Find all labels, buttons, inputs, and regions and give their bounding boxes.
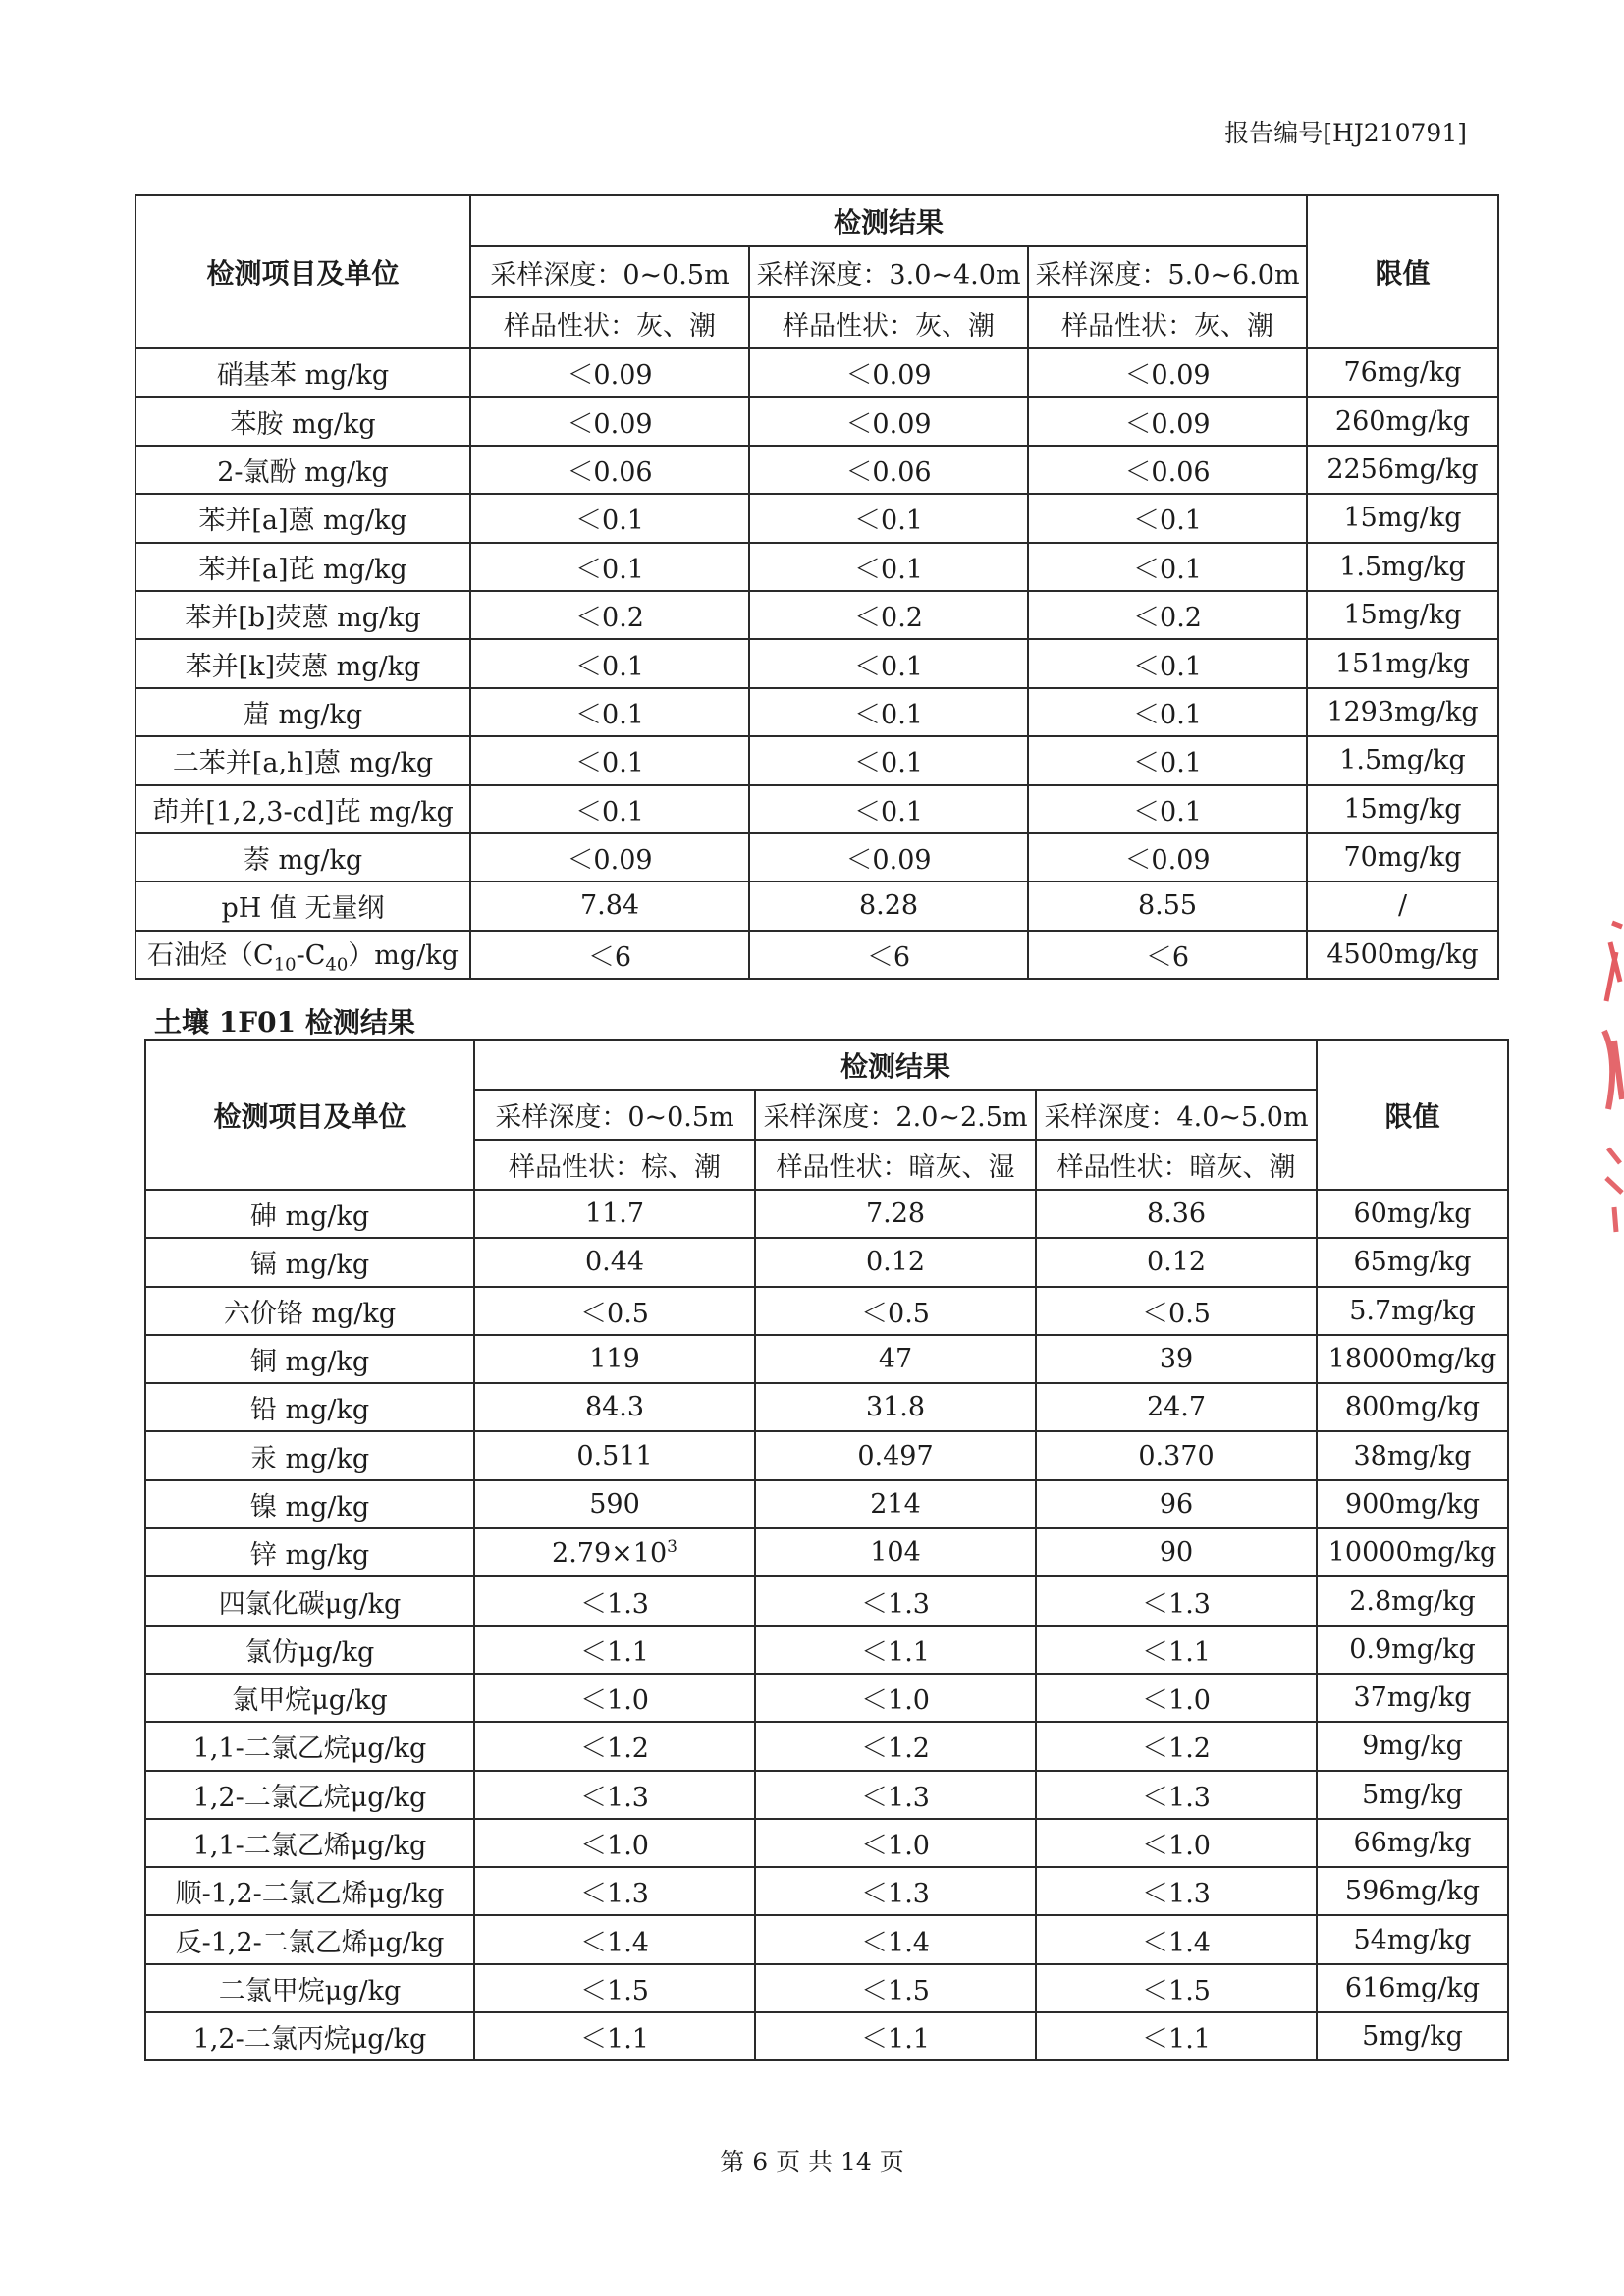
item-cell: 氯甲烷μg/kg <box>145 1674 474 1722</box>
table-2-body-metals <box>145 1190 1508 1528</box>
table-row <box>145 1819 1508 1867</box>
limit-cell: 151mg/kg <box>1307 639 1498 687</box>
value-cell: 8.36 <box>1036 1190 1317 1238</box>
header-sample-state: 样品性状：灰、潮 <box>749 297 1028 348</box>
value-cell: 96 <box>1036 1480 1317 1528</box>
value-cell: ＜0.1 <box>749 639 1028 687</box>
value-cell: ＜1.3 <box>1036 1576 1317 1625</box>
item-cell: 苯并[k]荧蒽 mg/kg <box>135 639 470 687</box>
value-cell: ＜1.2 <box>1036 1722 1317 1770</box>
limit-cell: 10000mg/kg <box>1317 1528 1508 1576</box>
item-cell: 萘 mg/kg <box>135 833 470 881</box>
value-cell: ＜0.09 <box>1028 833 1307 881</box>
table-row <box>145 1480 1508 1528</box>
limit-cell: 5mg/kg <box>1317 1771 1508 1819</box>
value-cell: ＜0.1 <box>1028 639 1307 687</box>
header-depth: 采样深度：3.0~4.0m <box>749 246 1028 297</box>
value-cell: 8.28 <box>749 881 1028 930</box>
header-sample-state: 样品性状：灰、潮 <box>470 297 749 348</box>
value-cell: ＜0.1 <box>470 639 749 687</box>
value-cell: ＜0.09 <box>749 833 1028 881</box>
item-cell: 1,1-二氯乙烯μg/kg <box>145 1819 474 1867</box>
value-cell: 47 <box>755 1335 1036 1383</box>
table-row <box>135 591 1498 639</box>
item-cell: 1,1-二氯乙烷μg/kg <box>145 1722 474 1770</box>
value-cell: ＜0.5 <box>1036 1287 1317 1335</box>
value-cell: 7.28 <box>755 1190 1036 1238</box>
value-cell: ＜1.1 <box>1036 2012 1317 2060</box>
item-cell: 苯并[a]芘 mg/kg <box>135 543 470 591</box>
value-cell: 590 <box>474 1480 755 1528</box>
item-cell: 苯并[b]荧蒽 mg/kg <box>135 591 470 639</box>
table-row <box>145 1576 1508 1625</box>
value-cell: ＜1.3 <box>474 1576 755 1625</box>
value-cell: ＜1.3 <box>1036 1867 1317 1915</box>
item-cell: 铅 mg/kg <box>145 1383 474 1431</box>
value-cell: ＜0.1 <box>1028 736 1307 784</box>
value-cell: ＜1.1 <box>755 1626 1036 1674</box>
item-cell: pH 值 无量纲 <box>135 881 470 930</box>
value-cell: ＜0.1 <box>749 688 1028 736</box>
page-number-footer: 第 6 页 共 14 页 <box>720 2148 904 2176</box>
header-limit: 限值 <box>1307 195 1498 348</box>
value-cell: $2.79\times 10^3$ <box>474 1528 755 1576</box>
header-depth: 采样深度：0~0.5m <box>474 1090 755 1140</box>
value-cell: ＜0.09 <box>1028 348 1307 397</box>
value-cell: ＜1.0 <box>474 1674 755 1722</box>
value-cell: ＜1.2 <box>755 1722 1036 1770</box>
value-cell: ＜1.0 <box>755 1674 1036 1722</box>
table-row <box>145 1674 1508 1722</box>
header-depth: 采样深度：0~0.5m <box>470 246 749 297</box>
limit-cell: 5.7mg/kg <box>1317 1287 1508 1335</box>
limit-cell: 70mg/kg <box>1307 833 1498 881</box>
table-row <box>145 1431 1508 1479</box>
item-cell: 苯胺 mg/kg <box>135 397 470 445</box>
value-cell: ＜0.09 <box>749 348 1028 397</box>
value-cell: 119 <box>474 1335 755 1383</box>
value-cell: ＜0.1 <box>749 543 1028 591</box>
results-table-1 <box>135 194 1497 980</box>
table-row <box>145 1626 1508 1674</box>
value-cell: ＜0.1 <box>1028 688 1307 736</box>
value-cell: ＜0.1 <box>1028 543 1307 591</box>
table-1-body <box>135 348 1498 931</box>
value-cell: ＜1.1 <box>755 2012 1036 2060</box>
value-cell: ＜1.0 <box>1036 1674 1317 1722</box>
value-cell: 0.44 <box>474 1238 755 1286</box>
value-cell: 84.3 <box>474 1383 755 1431</box>
limit-cell: 616mg/kg <box>1317 1964 1508 2012</box>
item-cell: 六价铬 mg/kg <box>145 1287 474 1335</box>
value-cell: ＜1.5 <box>1036 1964 1317 2012</box>
value-cell: ＜1.0 <box>474 1819 755 1867</box>
limit-cell: 60mg/kg <box>1317 1190 1508 1238</box>
value-cell: ＜0.5 <box>474 1287 755 1335</box>
limit-cell: 38mg/kg <box>1317 1431 1508 1479</box>
results-table-1f01 <box>144 1039 1507 2061</box>
table-row <box>135 446 1498 494</box>
value-cell: ＜1.3 <box>755 1576 1036 1625</box>
value-cell: ＜1.3 <box>474 1771 755 1819</box>
header-item-unit: 检测项目及单位 <box>145 1040 474 1190</box>
value-cell: ＜0.2 <box>749 591 1028 639</box>
item-cell: 苯并[a]蒽 mg/kg <box>135 494 470 542</box>
value-cell: ＜0.09 <box>749 397 1028 445</box>
limit-cell: 65mg/kg <box>1317 1238 1508 1286</box>
table-row <box>135 543 1498 591</box>
value-cell: ＜0.1 <box>749 785 1028 833</box>
value-cell: 39 <box>1036 1335 1317 1383</box>
table-row <box>135 785 1498 833</box>
limit-cell: 1.5mg/kg <box>1307 736 1498 784</box>
table-row <box>135 639 1498 687</box>
value-cell: ＜0.1 <box>470 494 749 542</box>
table-row <box>145 1964 1508 2012</box>
table-row <box>135 931 1498 979</box>
table-row <box>145 1238 1508 1286</box>
report-number: 报告编号[HJ210791] <box>1224 119 1467 147</box>
table-row <box>135 397 1498 445</box>
value-cell: ＜1.3 <box>1036 1771 1317 1819</box>
item-cell: 顺-1,2-二氯乙烯μg/kg <box>145 1867 474 1915</box>
value-cell: ＜1.0 <box>1036 1819 1317 1867</box>
table-row <box>145 2012 1508 2060</box>
value-cell: 0.12 <box>755 1238 1036 1286</box>
item-cell: 1,2-二氯丙烷μg/kg <box>145 2012 474 2060</box>
value-cell: ＜1.5 <box>755 1964 1036 2012</box>
value-cell: 0.497 <box>755 1431 1036 1479</box>
table-row <box>135 348 1498 397</box>
table-row <box>145 1528 1508 1576</box>
limit-cell: 18000mg/kg <box>1317 1335 1508 1383</box>
item-cell: 䓛 mg/kg <box>135 688 470 736</box>
limit-cell: 1293mg/kg <box>1307 688 1498 736</box>
header-depth: 采样深度：4.0~5.0m <box>1036 1090 1317 1140</box>
value-cell: ＜1.1 <box>474 2012 755 2060</box>
value-cell: ＜1.4 <box>1036 1915 1317 1963</box>
section-title-1f01: 土壤 1F01 检测结果 <box>154 1006 415 1039</box>
value-cell: ＜1.3 <box>474 1867 755 1915</box>
value-cell: 0.511 <box>474 1431 755 1479</box>
limit-cell: 0.9mg/kg <box>1317 1626 1508 1674</box>
item-cell: 砷 mg/kg <box>145 1190 474 1238</box>
limit-cell: 15mg/kg <box>1307 494 1498 542</box>
limit-cell: 2.8mg/kg <box>1317 1576 1508 1625</box>
limit-cell: 800mg/kg <box>1317 1383 1508 1431</box>
item-cell: 镉 mg/kg <box>145 1238 474 1286</box>
value-cell: 31.8 <box>755 1383 1036 1431</box>
limit-cell: / <box>1307 881 1498 930</box>
value-cell: ＜6 <box>749 931 1028 979</box>
table-row <box>135 881 1498 930</box>
value-cell: ＜1.2 <box>474 1722 755 1770</box>
item-cell: 硝基苯 mg/kg <box>135 348 470 397</box>
table-row <box>145 1287 1508 1335</box>
limit-cell: 900mg/kg <box>1317 1480 1508 1528</box>
limit-cell: 596mg/kg <box>1317 1867 1508 1915</box>
header-results: 检测结果 <box>470 195 1307 246</box>
table-row <box>145 1722 1508 1770</box>
limit-cell: 4500mg/kg <box>1307 931 1498 979</box>
table-row <box>135 688 1498 736</box>
item-cell: 氯仿μg/kg <box>145 1626 474 1674</box>
header-results: 检测结果 <box>474 1040 1317 1090</box>
value-cell: ＜0.1 <box>1028 785 1307 833</box>
value-cell: ＜0.1 <box>749 494 1028 542</box>
table-row <box>135 494 1498 542</box>
table-row <box>145 1915 1508 1963</box>
limit-cell: 15mg/kg <box>1307 785 1498 833</box>
value-cell: ＜1.0 <box>755 1819 1036 1867</box>
item-cell: 四氯化碳μg/kg <box>145 1576 474 1625</box>
limit-cell: 1.5mg/kg <box>1307 543 1498 591</box>
value-cell: 0.370 <box>1036 1431 1317 1479</box>
value-cell: 214 <box>755 1480 1036 1528</box>
header-sample-state: 样品性状：灰、潮 <box>1028 297 1307 348</box>
item-cell: 镍 mg/kg <box>145 1480 474 1528</box>
value-cell: ＜1.3 <box>755 1771 1036 1819</box>
item-cell: 汞 mg/kg <box>145 1431 474 1479</box>
table-row <box>135 833 1498 881</box>
header-item-unit: 检测项目及单位 <box>135 195 470 348</box>
table-row <box>145 1190 1508 1238</box>
table-row <box>145 1771 1508 1819</box>
item-cell: 二苯并[a,h]蒽 mg/kg <box>135 736 470 784</box>
table-row <box>145 1867 1508 1915</box>
item-cell: 铜 mg/kg <box>145 1335 474 1383</box>
limit-cell: 5mg/kg <box>1317 2012 1508 2060</box>
value-cell: ＜0.09 <box>470 348 749 397</box>
value-cell: 104 <box>755 1528 1036 1576</box>
value-cell: ＜0.06 <box>470 446 749 494</box>
limit-cell: 76mg/kg <box>1307 348 1498 397</box>
value-cell: ＜6 <box>1028 931 1307 979</box>
value-cell: ＜1.4 <box>755 1915 1036 1963</box>
item-cell: 2-氯酚 mg/kg <box>135 446 470 494</box>
item-cell: 二氯甲烷μg/kg <box>145 1964 474 2012</box>
seal-stamp-icon <box>1598 913 1624 1237</box>
limit-cell: 37mg/kg <box>1317 1674 1508 1722</box>
limit-cell: 9mg/kg <box>1317 1722 1508 1770</box>
value-cell: ＜0.06 <box>1028 446 1307 494</box>
value-cell: 8.55 <box>1028 881 1307 930</box>
value-cell: ＜1.1 <box>1036 1626 1317 1674</box>
value-cell: ＜0.2 <box>470 591 749 639</box>
value-cell: 24.7 <box>1036 1383 1317 1431</box>
value-cell: ＜0.1 <box>1028 494 1307 542</box>
header-depth: 采样深度：2.0~2.5m <box>755 1090 1036 1140</box>
item-cell: 1,2-二氯乙烷μg/kg <box>145 1771 474 1819</box>
value-cell: ＜0.2 <box>1028 591 1307 639</box>
table-row <box>145 1383 1508 1431</box>
value-cell: ＜0.1 <box>749 736 1028 784</box>
table-row <box>145 1335 1508 1383</box>
table-2-body-vocs <box>145 1576 1508 2060</box>
item-cell: 锌 mg/kg <box>145 1528 474 1576</box>
limit-cell: 15mg/kg <box>1307 591 1498 639</box>
value-cell: ＜0.1 <box>470 543 749 591</box>
value-cell: 11.7 <box>474 1190 755 1238</box>
value-cell: ＜1.1 <box>474 1626 755 1674</box>
value-cell: ＜0.09 <box>470 833 749 881</box>
value-cell: ＜1.4 <box>474 1915 755 1963</box>
header-sample-state: 样品性状：暗灰、湿 <box>755 1140 1036 1190</box>
item-cell: 反-1,2-二氯乙烯μg/kg <box>145 1915 474 1963</box>
header-depth: 采样深度：5.0~6.0m <box>1028 246 1307 297</box>
header-limit: 限值 <box>1317 1040 1508 1190</box>
value-cell: ＜0.5 <box>755 1287 1036 1335</box>
value-cell: ＜1.3 <box>755 1867 1036 1915</box>
table-row <box>135 736 1498 784</box>
limit-cell: 66mg/kg <box>1317 1819 1508 1867</box>
limit-cell: 2256mg/kg <box>1307 446 1498 494</box>
value-cell: ＜6 <box>470 931 749 979</box>
value-cell: ＜0.1 <box>470 785 749 833</box>
item-cell: 茚并[1,2,3-cd]芘 mg/kg <box>135 785 470 833</box>
limit-cell: 260mg/kg <box>1307 397 1498 445</box>
value-cell: ＜0.09 <box>1028 397 1307 445</box>
value-cell: 90 <box>1036 1528 1317 1576</box>
value-cell: ＜0.1 <box>470 736 749 784</box>
value-cell: 7.84 <box>470 881 749 930</box>
header-sample-state: 样品性状：棕、潮 <box>474 1140 755 1190</box>
header-sample-state: 样品性状：暗灰、潮 <box>1036 1140 1317 1190</box>
value-cell: ＜0.1 <box>470 688 749 736</box>
value-cell: ＜0.06 <box>749 446 1028 494</box>
limit-cell: 54mg/kg <box>1317 1915 1508 1963</box>
value-cell: 0.12 <box>1036 1238 1317 1286</box>
item-cell: 石油烃$(C_{10}-C_{40})mg/kg$ <box>135 931 470 979</box>
value-cell: ＜1.5 <box>474 1964 755 2012</box>
value-cell: ＜0.09 <box>470 397 749 445</box>
